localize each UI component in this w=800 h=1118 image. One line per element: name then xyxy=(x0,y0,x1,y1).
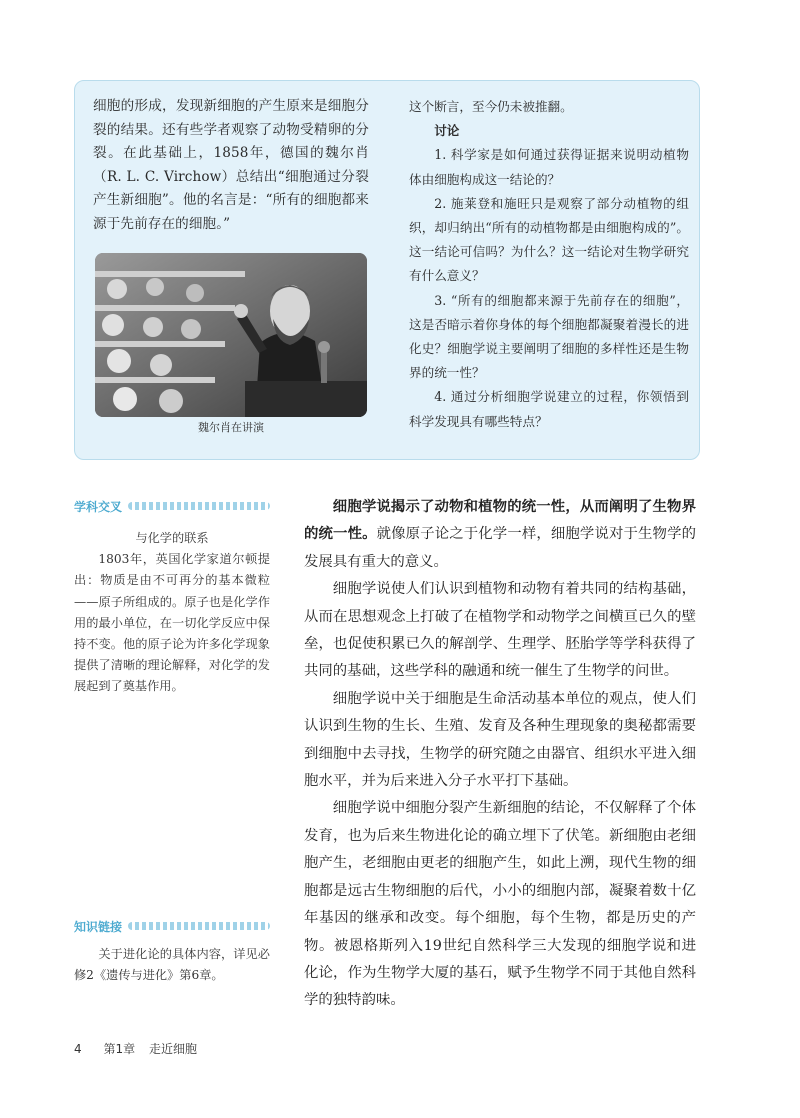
box-left-column xyxy=(93,95,369,236)
photo-caption: 魏尔肖在讲演 xyxy=(198,421,264,434)
sidebar-heading-knowledge xyxy=(74,918,270,934)
page-footer xyxy=(74,1040,215,1057)
box-left-text: 细胞的形成，发现新细胞的产生原来是细胞分裂的结果。还有些学者观察了动物受精卵的分裂。在此基础上，1858年，德国的魏尔肖（R. L. C. Virchow）总结出“细胞通过分裂产生新细胞”。他的名言是：“所有的细胞都来源于先前存在的细胞。” xyxy=(93,98,369,232)
main-paragraph-2: 细胞学说使人们认识到植物和动物有着共同的结构基础，从而在思想观念上打破了在植物学和动物学之间横亘已久的壁垒，也促使积累已久的解剖学、生理学、胚胎学等学科获得了共同的基础，这些学科的融通和统一催生了生物学的问世。 xyxy=(304,581,696,680)
sidebar-heading-interdisciplinary xyxy=(74,498,270,514)
discussion-question-2: 2. 施莱登和施旺只是观察了部分动植物的组织，却归纳出“所有的动植物都是由细胞构成的”。这一结论可信吗？为什么？这一结论对生物学研究有什么意义？ xyxy=(409,195,689,284)
main-paragraph-1-rest: 就像原子论之于化学一样，细胞学说对于生物学的发展具有重大的意义。 xyxy=(304,526,696,570)
discussion-title: 讨论 xyxy=(434,123,460,139)
sidebar-subtitle: 与化学的联系 xyxy=(135,531,209,545)
main-paragraph-4: 细胞学说中细胞分裂产生新细胞的结论，不仅解释了个体发育，也为后来生物进化论的确立埋下了伏笔。新细胞由老细胞产生，老细胞由更老的细胞产生，如此上溯，现代生物的细胞都是远古生物细胞的后代，小小的细胞内部，凝聚着数十亿年基因的继承和改变。每个细胞，每个生物，都是历史的产物。被恩格斯列入19世纪自然科学三大发现的细胞学说和进化论，作为生物学大厦的基石，赋予生物学不同于其他自然科学的独特韵味。 xyxy=(304,800,696,1009)
main-paragraph-3: 细胞学说中关于细胞是生命活动基本单位的观点，使人们认识到生物的生长、生殖、发育及各种生理现象的奥秘都需要到细胞中去寻找，生物学的研究随之由器官、组织水平进入细胞水平，并为后来进入分子水平打下基础。 xyxy=(304,690,696,790)
page-number: 4 xyxy=(74,1042,82,1056)
sidebar-knowledge-link xyxy=(74,918,270,986)
main-paragraph-1-bold: 细胞学说揭示了动物和植物的统一性，从而阐明了生物界的统一性。 xyxy=(304,499,696,543)
discussion-box xyxy=(74,80,700,460)
sidebar-interdisciplinary xyxy=(74,498,270,698)
lecture-photo-illustration xyxy=(95,253,367,417)
sidebar-text-chemistry: 1803年，英国化学家道尔顿提出：物质是由不可再分的基本微粒——原子所组成的。原子也是化学作用的最小单位，在一切化学反应中保持不变。他的原子论为许多化学现象提供了清晰的理论解释，对化学的发展起到了奠基作用。 xyxy=(74,552,270,694)
sidebar-text-evolution: 关于进化论的具体内容，详见必修2《遗传与进化》第6章。 xyxy=(74,947,270,983)
heading-wave-decoration xyxy=(128,502,270,510)
virchow-lecture-photo xyxy=(95,253,367,417)
box-right-column xyxy=(409,95,689,434)
main-paragraph-1 xyxy=(304,494,696,576)
sidebar-heading-text: 学科交叉 xyxy=(74,499,123,514)
main-body-text xyxy=(304,494,696,1015)
heading-wave-decoration-2 xyxy=(128,922,270,930)
discussion-question-3: 3. “所有的细胞都来源于先前存在的细胞”，这是否暗示着你身体的每个细胞都凝聚着漫长的进化史？细胞学说主要阐明了细胞的多样性还是生物界的统一性？ xyxy=(409,292,689,381)
box-right-first-line: 这个断言，至今仍未被推翻。 xyxy=(409,99,573,114)
discussion-question-1: 1. 科学家是如何通过获得证据来说明动植物体由细胞构成这一结论的？ xyxy=(409,147,689,187)
chapter-label: 第1章 xyxy=(103,1042,136,1056)
discussion-question-4: 4. 通过分析细胞学说建立的过程，你领悟到科学发现具有哪些特点？ xyxy=(409,389,689,429)
sidebar-heading-text-2: 知识链接 xyxy=(74,919,123,934)
chapter-title: 走近细胞 xyxy=(148,1042,197,1056)
